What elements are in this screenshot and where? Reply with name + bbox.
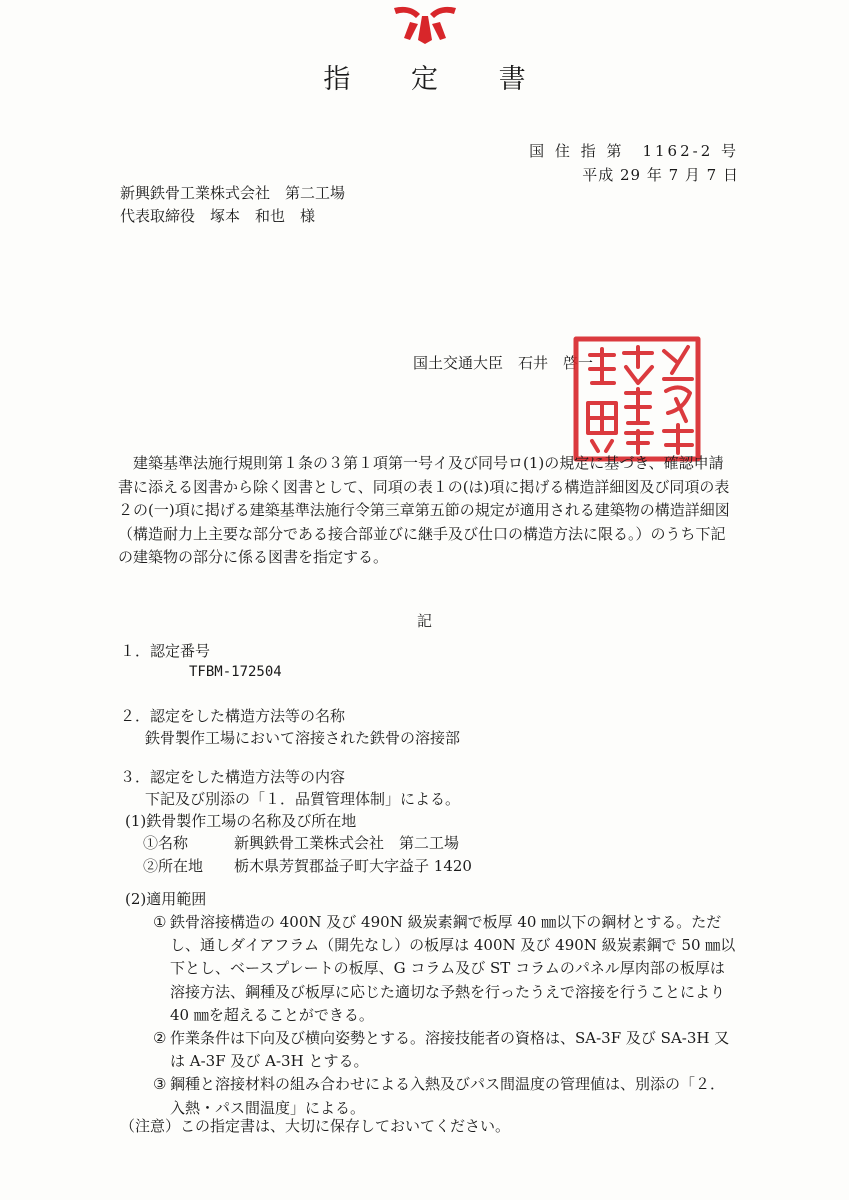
factory-name-label: ①名称 [143,834,189,852]
method-name: 鉄骨製作工場において溶接された鉄骨の溶接部 [145,729,461,747]
factory-address-label: ②所在地 [143,857,204,875]
page-title: 指 定 書 [323,64,552,95]
scope-item-mark: ③ [153,1075,167,1094]
scope-item-text: 作業条件は下向及び横向姿勢とする。溶接技能者の資格は、SA-3F 及び SA-3H 又は A-3F 及び A-3H とする。 [170,1029,730,1071]
scope-item [153,911,737,1027]
issuer-name: 国土交通大臣 石井 啓一 [413,354,594,372]
scope-item [153,1027,737,1073]
document-date: 平成 29 年 7 月 7 日 [582,166,739,184]
section-3-heading: ３．認定をした構造方法等の内容 [120,768,346,786]
recipient-person: 代表取締役 塚本 和也 様 [120,207,316,225]
ki-heading: 記 [416,612,432,630]
factory-name-value: 新興鉄骨工業株式会社 第二工場 [234,834,460,852]
subsection-1-heading: (1)鉄骨製作工場の名称及び所在地 [125,812,357,830]
subsection-2-heading: (2)適用範囲 [125,890,207,908]
body-paragraph-text: 建築基準法施行規則第１条の３第１項第一号イ及び同号ロ(1)の規定に基づき、確認申請書に添える図書から除く図書として、同項の表１の(は)項に掲げる構造詳細図及び同項の表２の(一)項に掲げる建築基準法施行令第三章第五節の規定が適用される建築物の構造詳細図（構造耐力上主要な部分である接合部並びに継手及び仕口の構造方法に限る。）のうち下記の建築物の部分に係る図書を指定する。 [118,454,730,566]
factory-address-value: 栃木県芳賀郡益子町大字益子 1420 [234,857,472,875]
body-paragraph [118,452,736,570]
section-2-heading: ２．認定をした構造方法等の名称 [120,707,346,725]
emblem-icon [380,0,470,50]
scope-item-text: 鉄骨溶接構造の 400N 及び 490N 級炭素鋼で板厚 40 ㎜以下の鋼材とする。ただし、通しダイアフラム（開先なし）の板厚は 400N 及び 490N 級炭素鋼で 50 ㎜以下とし、ベースプレートの板厚、G コラム及び ST コラムのパネル厚肉部の板厚は溶接方法、鋼種及び板厚に応じた適切な予熱を行ったうえで溶接を行うことにより 40 ㎜を超えることができる。 [170,913,736,1024]
scope-item-mark: ② [153,1029,167,1048]
scope-item [153,1073,737,1119]
document-number: 国 住 指 第 1162-2 号 [529,142,739,160]
recipient-company: 新興鉄骨工業株式会社 第二工場 [120,184,346,202]
section-1-heading: １．認定番号 [120,642,211,660]
section-3-intro: 下記及び別添の「１．品質管理体制」による。 [145,790,461,808]
note-text: （注意）この指定書は、大切に保存しておいてください。 [120,1117,511,1135]
scope-list [153,911,737,1120]
scope-item-mark: ① [153,913,167,931]
certification-number: TFBM-172504 [189,664,282,680]
official-seal-icon [568,333,706,465]
scope-item-text: 鋼種と溶接材料の組み合わせによる入熱及びパス間温度の管理値は、別添の「２．入熱・パス間温度」による。 [170,1075,726,1117]
